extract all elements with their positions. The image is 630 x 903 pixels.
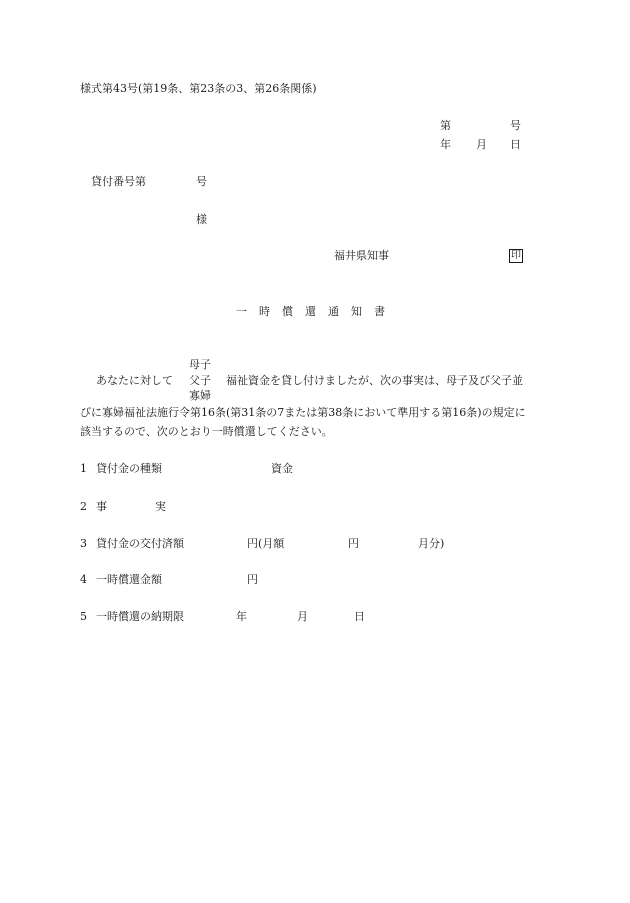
- item-3-unit-2: 円: [348, 537, 359, 550]
- issuer-name: 福井県知事: [334, 249, 389, 262]
- item-2-label-b: 実: [155, 500, 166, 513]
- doc-number-suffix: 号: [510, 119, 521, 132]
- item-5-day: 日: [354, 610, 365, 623]
- body-line2: びに寡婦福祉法施行令第16条(第31条の7または第38条において準用する第16条)の規定に: [80, 406, 526, 419]
- item-4-unit: 円: [247, 573, 258, 586]
- item-5-year: 年: [236, 610, 247, 623]
- date-year: 年: [440, 138, 451, 151]
- body-option-boshi: 母子: [189, 358, 211, 371]
- doc-number-prefix: 第: [440, 119, 451, 132]
- form-header: 様式第43号(第19条、第23条の3、第26条関係): [80, 82, 317, 95]
- seal-mark: 印: [511, 250, 521, 261]
- body-option-kafu: 寡婦: [189, 389, 211, 402]
- item-1-num: 1: [80, 462, 87, 475]
- item-2-num: 2: [80, 500, 87, 513]
- item-3-unit-1: 円(月額: [247, 537, 285, 550]
- date-month: 月: [476, 138, 487, 151]
- item-1-unit: 資金: [271, 462, 293, 475]
- item-4-label: 一時償還金額: [96, 573, 162, 586]
- body-line1-rest: 福祉資金を貸し付けましたが、次の事実は、母子及び父子並: [226, 374, 523, 387]
- loan-number-label: 貸付番号第: [91, 175, 146, 188]
- addressee-suffix: 様: [196, 213, 207, 226]
- date-day: 日: [510, 138, 521, 151]
- item-3-num: 3: [80, 537, 87, 550]
- body-option-fushi: 父子: [189, 374, 211, 387]
- item-4-num: 4: [80, 573, 87, 586]
- body-line3: 該当するので、次のとおり一時償還してください。: [80, 425, 333, 438]
- body-prefix: あなたに対して: [96, 374, 173, 387]
- item-3-unit-3: 月分): [418, 537, 445, 550]
- item-2-label-a: 事: [96, 500, 107, 513]
- issuer-seal: [509, 248, 523, 263]
- item-5-month: 月: [297, 610, 308, 623]
- item-5-label: 一時償還の納期限: [96, 610, 184, 623]
- item-3-label: 貸付金の交付済額: [96, 537, 184, 550]
- loan-number-suffix: 号: [196, 175, 207, 188]
- item-1-label: 貸付金の種類: [96, 462, 162, 475]
- document-title: 一時償還通知書: [236, 305, 397, 318]
- item-5-num: 5: [80, 610, 87, 623]
